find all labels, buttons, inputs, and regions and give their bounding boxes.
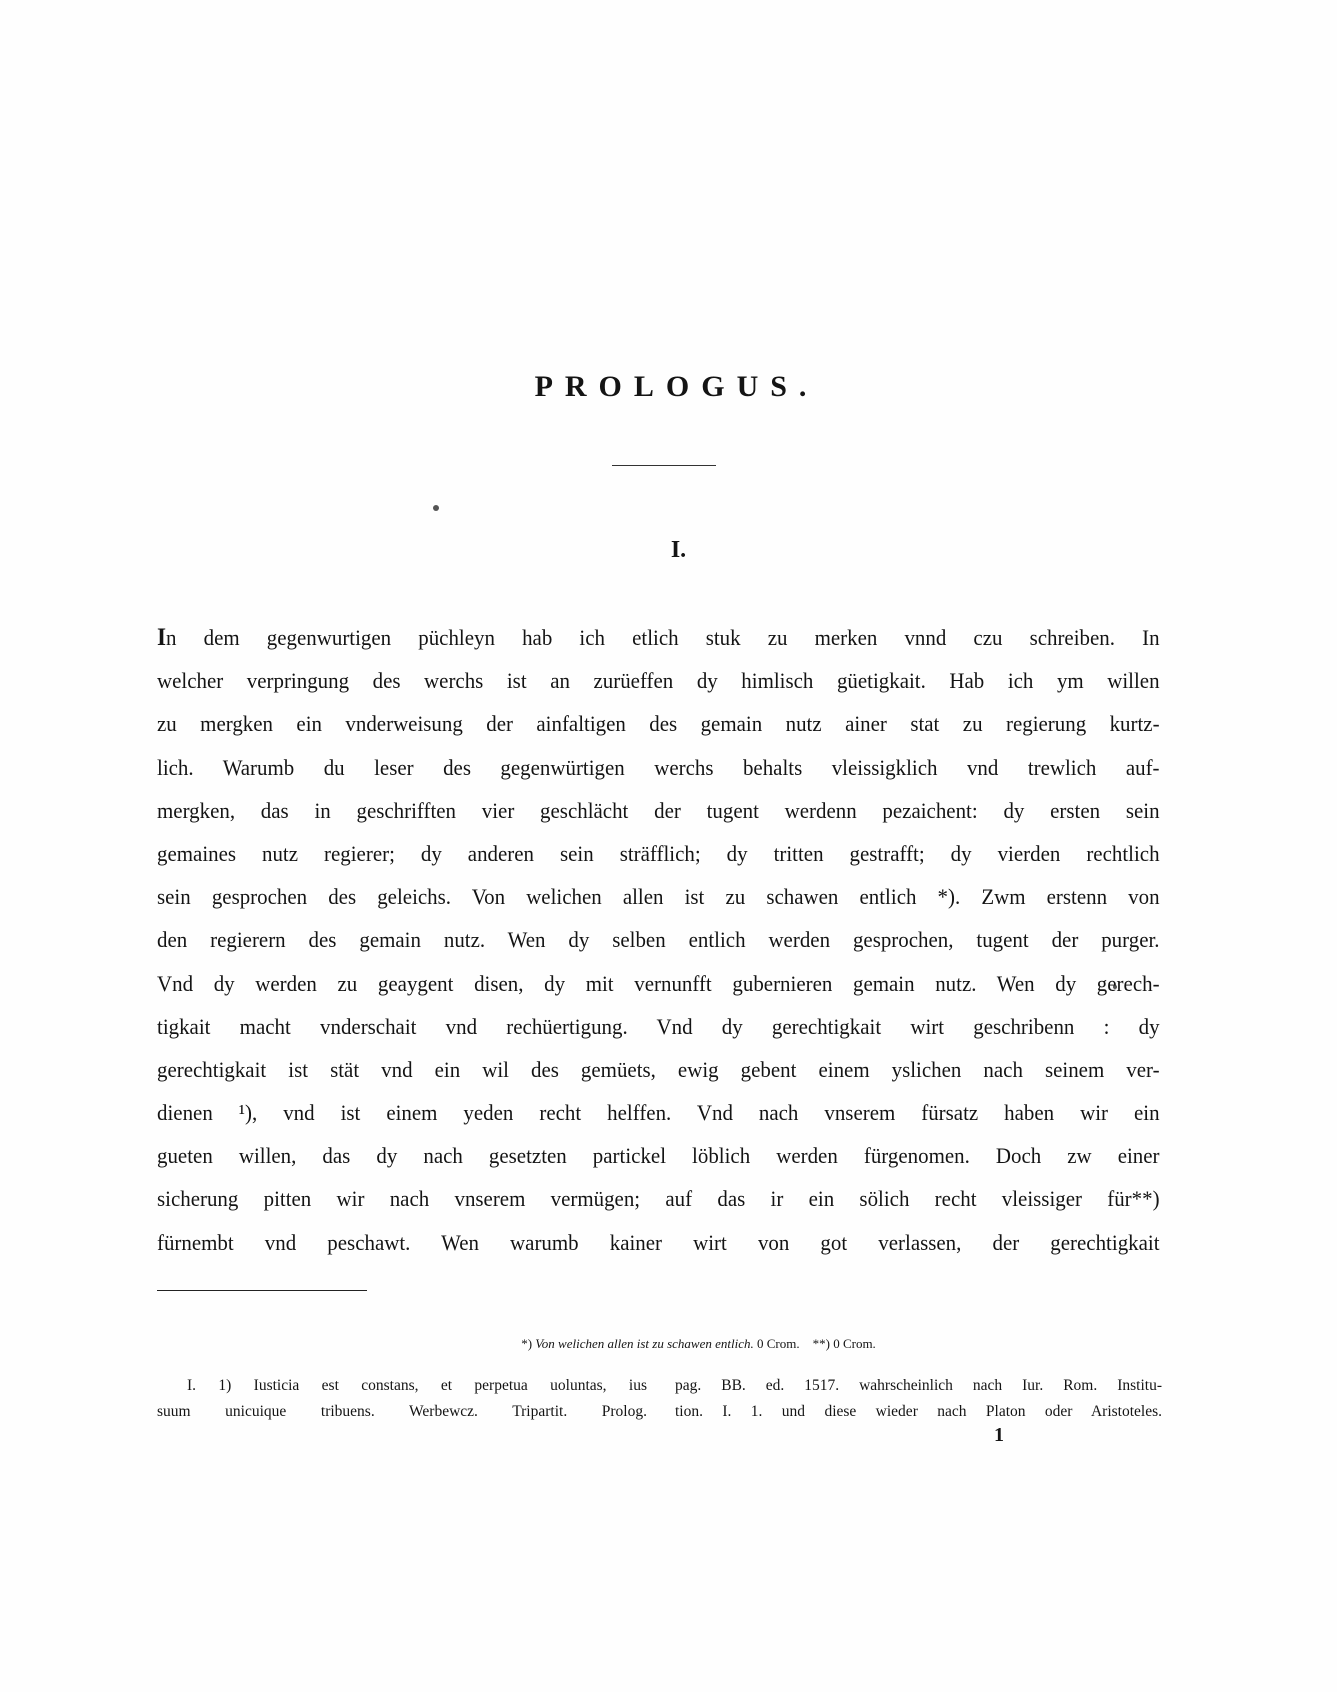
body-line: tigkait macht vnderschait vnd rechüertigung. Vnd dy gerechtigkait wirt geschribenn : dy <box>157 1013 1160 1039</box>
body-line: gerechtigkait ist stät vnd ein wil des gemüets, ewig gebent einem yslichen nach seinem ver- <box>157 1056 1160 1082</box>
body-line: lich. Warumb du leser des gegenwürtigen werchs behalts vleissigklich vnd trewlich auf- <box>157 754 1160 780</box>
body-line: sein gesprochen des geleichs. Von welichen allen ist zu schawen entlich *). Zwm erstenn von <box>157 884 1160 910</box>
page-title: PROLOGUS. <box>534 370 819 403</box>
note-line: pag. BB. ed. 1517. wahrscheinlich nach Iur. Rom. Institu- <box>675 1377 1162 1394</box>
note-line: suum unicuique tribuens. Werbewcz. Tripartit. Prolog. <box>157 1403 647 1420</box>
footnote-divider <box>157 1290 367 1291</box>
note-line: tion. I. 1. und diese wieder nach Platon oder Aristoteles. <box>675 1403 1162 1420</box>
body-line: welcher verpringung des werchs ist an zurüeffen dy himlisch güetigkait. Hab ich ym willen <box>157 668 1160 694</box>
body-line: mergken, das in geschrifften vier geschlächt der tugent werdenn pezaichent: dy ersten sein <box>157 797 1160 823</box>
note-line: I. 1) Iusticia est constans, et perpetua uoluntas, ius <box>187 1377 647 1394</box>
body-line: dienen ¹), vnd ist einem yeden recht helffen. Vnd nach vnserem fürsatz haben wir ein <box>157 1100 1160 1126</box>
body-line: Vnd dy werden zu geaygent disen, dy mit vernunfft gubernieren gemain nutz. Wen dy gerech- <box>157 970 1160 996</box>
endnote-right-column <box>675 1373 1162 1425</box>
section-number: I. <box>670 537 687 563</box>
body-line: gemaines nutz regierer; dy anderen sein sträfflich; dy tritten gestrafft; dy vierden rechtlich <box>157 840 1160 866</box>
drop-cap: I <box>157 624 167 651</box>
endnote-left-column <box>157 1373 647 1425</box>
variant-footnote-text: Von welichen allen ist zu schawen entlich. <box>535 1336 754 1351</box>
body-line: fürnembt vnd peschawt. Wen warumb kainer wirt von got verlassen, der gerechtigkait <box>157 1229 1160 1255</box>
body-line: zu mergken ein vnderweisung der ainfaltigen des gemain nutz ainer stat zu regierung kurtz- <box>157 711 1160 737</box>
title-divider <box>612 465 716 466</box>
variant-footnotes: *) Von welichen allen ist zu schawen entlich. 0 Crom. **) 0 Crom. <box>521 1336 876 1351</box>
scan-speck-icon <box>433 505 439 511</box>
body-line: den regierern des gemain nutz. Wen dy selben entlich werden gesprochen, tugent der purger. <box>157 927 1160 953</box>
body-line: In dem gegenwurtigen püchleyn hab ich etlich stuk zu merken vnnd czu schreiben. In <box>157 624 1160 651</box>
body-line: sicherung pitten wir nach vnserem vermügen; auf das ir ein sölich recht vleissiger für**) <box>157 1186 1160 1212</box>
body-paragraph <box>157 616 1160 1264</box>
body-line: gueten willen, das dy nach gesetzten partickel löblich werden fürgenomen. Doch zw einer <box>157 1143 1160 1169</box>
page-number: 1 <box>994 1424 1004 1446</box>
